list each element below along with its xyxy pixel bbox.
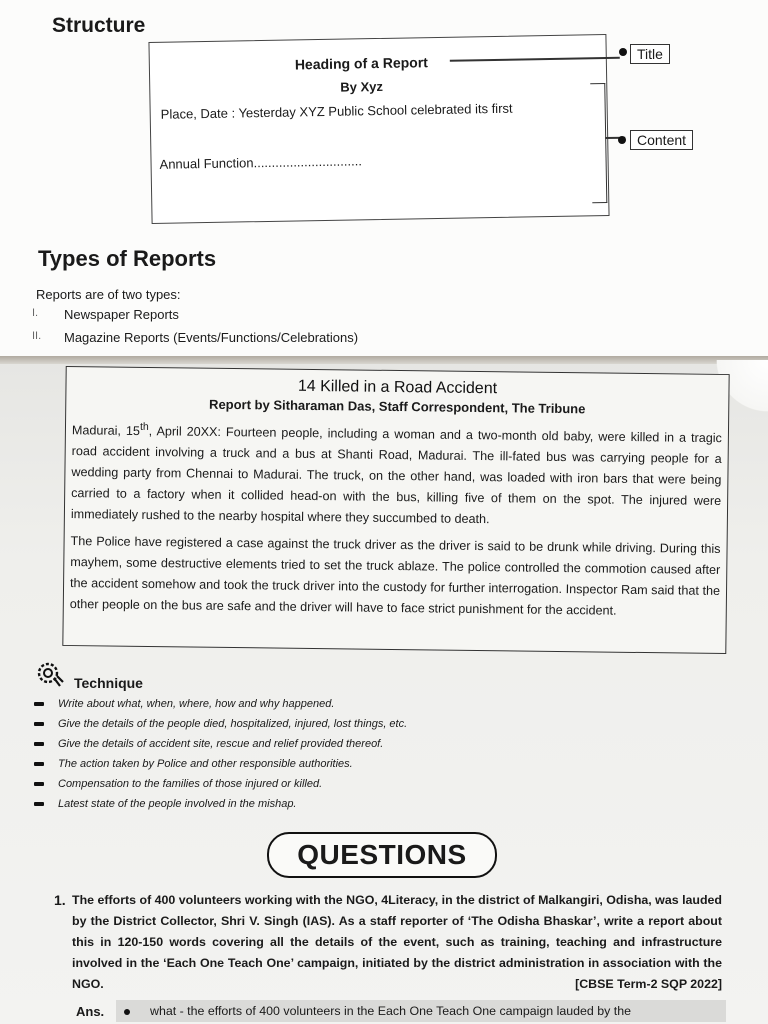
list-item (32, 307, 358, 330)
list-number: I. (32, 307, 39, 319)
list-item (32, 330, 358, 353)
technique-item: The action taken by Police and other responsible authorities. (58, 758, 353, 770)
list-item (34, 794, 407, 814)
title-dot (619, 48, 627, 56)
types-heading: Types of Reports (38, 246, 217, 271)
question-source: [CBSE Term-2 SQP 2022] (575, 977, 722, 991)
answer-text: what - the efforts of 400 volunteers in the Each One Teach One campaign lauded by the (150, 1004, 632, 1018)
structure-heading: Structure (52, 14, 146, 37)
list-item (34, 754, 407, 774)
report-title: 14 Killed in a Road Accident (297, 377, 498, 398)
structure-section (0, 0, 768, 360)
technique-item: Give the details of accident site, rescue and relief provided thereof. (58, 738, 384, 750)
technique-gear-icon (34, 660, 66, 690)
bullet-icon (34, 782, 44, 786)
list-text: Newspaper Reports (64, 307, 179, 322)
answer-row (76, 1000, 726, 1024)
types-intro: Reports are of two types: (36, 287, 181, 302)
structure-heading-line: Heading of a Report (294, 54, 428, 73)
list-item (34, 694, 407, 714)
question-1 (54, 890, 722, 995)
structure-annual-line: Annual Function.............................. (159, 153, 362, 172)
technique-item: Give the details of the people died, hospitalized, injured, lost things, etc. (58, 718, 408, 730)
report-paragraph-1 (71, 416, 722, 533)
bullet-icon (34, 802, 44, 806)
bullet-icon (124, 1009, 130, 1015)
page-edge (0, 356, 768, 364)
technique-item: Compensation to the families of those injured or killed. (58, 778, 323, 790)
content-label: Content (630, 130, 693, 150)
types-list (32, 307, 358, 353)
question-text: The efforts of 400 volunteers working with the NGO, 4Literacy, in the district of Malkangiri, Odisha, was lauded by the District Collector, Shri V. Singh (IAS). As a staff reporter of ‘The Odisha Bhaskar’, write a report about this in 120-150 words covering all the details of the event, such as training, teaching and infrastructure involved in the ‘Each One Teach One’ campaign, initiated by the district administration in association with the NGO. (72, 893, 722, 991)
bullet-icon (34, 702, 44, 706)
structure-by-line: By Xyz (340, 78, 384, 95)
sample-report-box (62, 366, 729, 654)
title-connector-line (450, 57, 620, 61)
report-structure-box (148, 34, 609, 224)
technique-item: Write about what, when, where, how and why happened. (58, 698, 335, 710)
report-byline: Report by Sitharaman Das, Staff Correspondent, The Tribune (209, 396, 586, 417)
bullet-icon (34, 742, 44, 746)
technique-item: Latest state of the people involved in the mishap. (58, 798, 297, 810)
technique-list (34, 694, 407, 814)
answer-label: Ans. (76, 1004, 105, 1019)
list-number: II. (32, 330, 42, 342)
content-bracket (590, 83, 607, 203)
questions-heading-pill (267, 832, 497, 878)
question-number: 1. (54, 892, 66, 908)
questions-heading: QUESTIONS (297, 839, 467, 870)
content-dot (618, 136, 626, 144)
report-paragraph-1-text: , April 20XX: Fourteen people, including a woman and a two-month old baby, were killed in a tragic road accident involving a truck and a bus at Shanti Road, Madurai. The ill-fated bus was carrying people for a wedding party from Chennai to Madurai. The truck, on the other hand, was loaded with iron bars that were being carried to a factory when it collided head-on with the bus, killing five of them on the spot. The injured were immediately rushed to the nearby hospital where they succumbed to death. (70, 424, 722, 527)
bullet-icon (34, 762, 44, 766)
report-paragraph-2: The Police have registered a case against the truck driver as the driver is said to be drunk while driving. During this mayhem, some destructive elements tried to set the truck ablaze. The police controlled the commotion caused after the accident somehow and took the truck driver into the custody for further interrogation. Inspector Ram said that the other people on the bus are safe and the driver will have to face strict punishment for the accident. (69, 534, 721, 618)
bullet-icon (34, 722, 44, 726)
list-item (34, 774, 407, 794)
report-date-place: Madurai, 15 (71, 423, 141, 439)
list-text: Magazine Reports (Events/Functions/Celebrations) (64, 330, 359, 345)
list-item (34, 714, 407, 734)
list-item (34, 734, 407, 754)
technique-title: Technique (74, 675, 143, 691)
structure-place-line: Place, Date : Yesterday XYZ Public School celebrated its first (160, 100, 513, 122)
report-date-suffix: th (139, 420, 149, 433)
title-label: Title (630, 44, 670, 64)
